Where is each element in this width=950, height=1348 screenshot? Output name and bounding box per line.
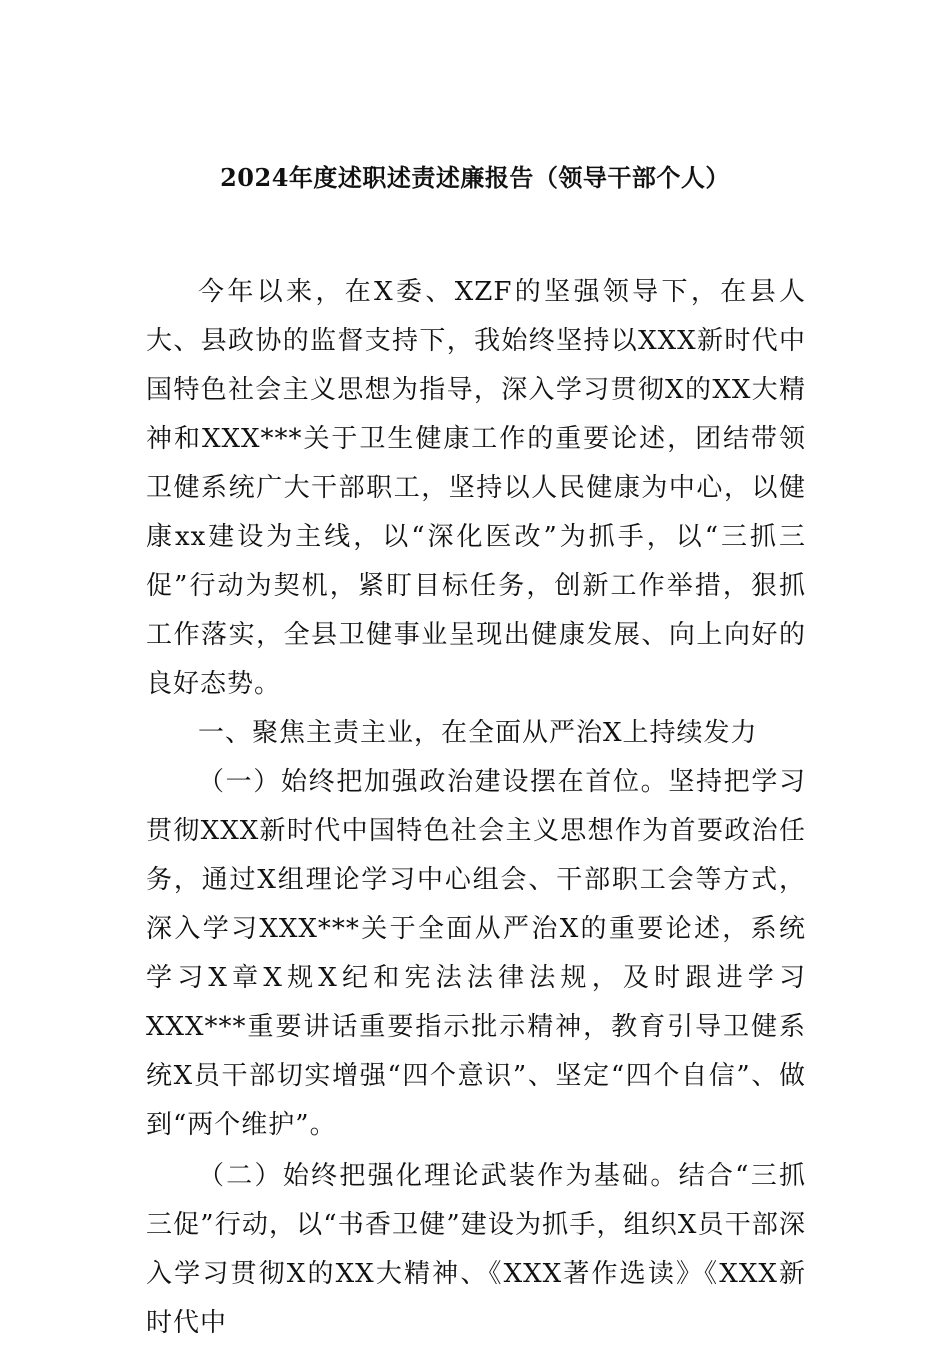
paragraph-item-1: （一）始终把加强政治建设摆在首位。坚持把学习贯彻XXX新时代中国特色社会主义思想作为首要政治任务，通过X组理论学习中心组会、干部职工会等方式，深入学习XXX***关于全面从严治X的重要论述，系统学习X章X规X纪和宪法法律法规，及时跟进学习XXX***重要讲话重要指示批示精神，教育引导卫健系统X员干部切实增强“四个意识”、坚定“四个自信”、做到“两个维护”。 (146, 767, 806, 1140)
section-heading-1: 一、聚焦主责主业，在全面从严治X上持续发力 (198, 718, 758, 748)
document-title: 2024年度述职述责述廉报告（领导干部个人） (220, 163, 730, 192)
document-body (146, 268, 806, 1348)
paragraph-intro: 今年以来，在X委、XZF的坚强领导下，在县人大、县政协的监督支持下，我始终坚持以XXX新时代中国特色社会主义思想为指导，深入学习贯彻X的XX大精神和XXX***关于卫生健康工作的重要论述，团结带领卫健系统广大干部职工，坚持以人民健康为中心，以健康xx建设为主线，以“深化医改”为抓手，以“三抓三促”行动为契机，紧盯目标任务，创新工作举措，狠抓工作落实，全县卫健事业呈现出健康发展、向上向好的良好态势。 (146, 277, 806, 699)
paragraph-item-2: （二）始终把强化理论武装作为基础。结合“三抓三促”行动，以“书香卫健”建设为抓手，组织X员干部深入学习贯彻X的XX大精神、《XXX著作选读》《XXX新时代中 (146, 1161, 806, 1338)
